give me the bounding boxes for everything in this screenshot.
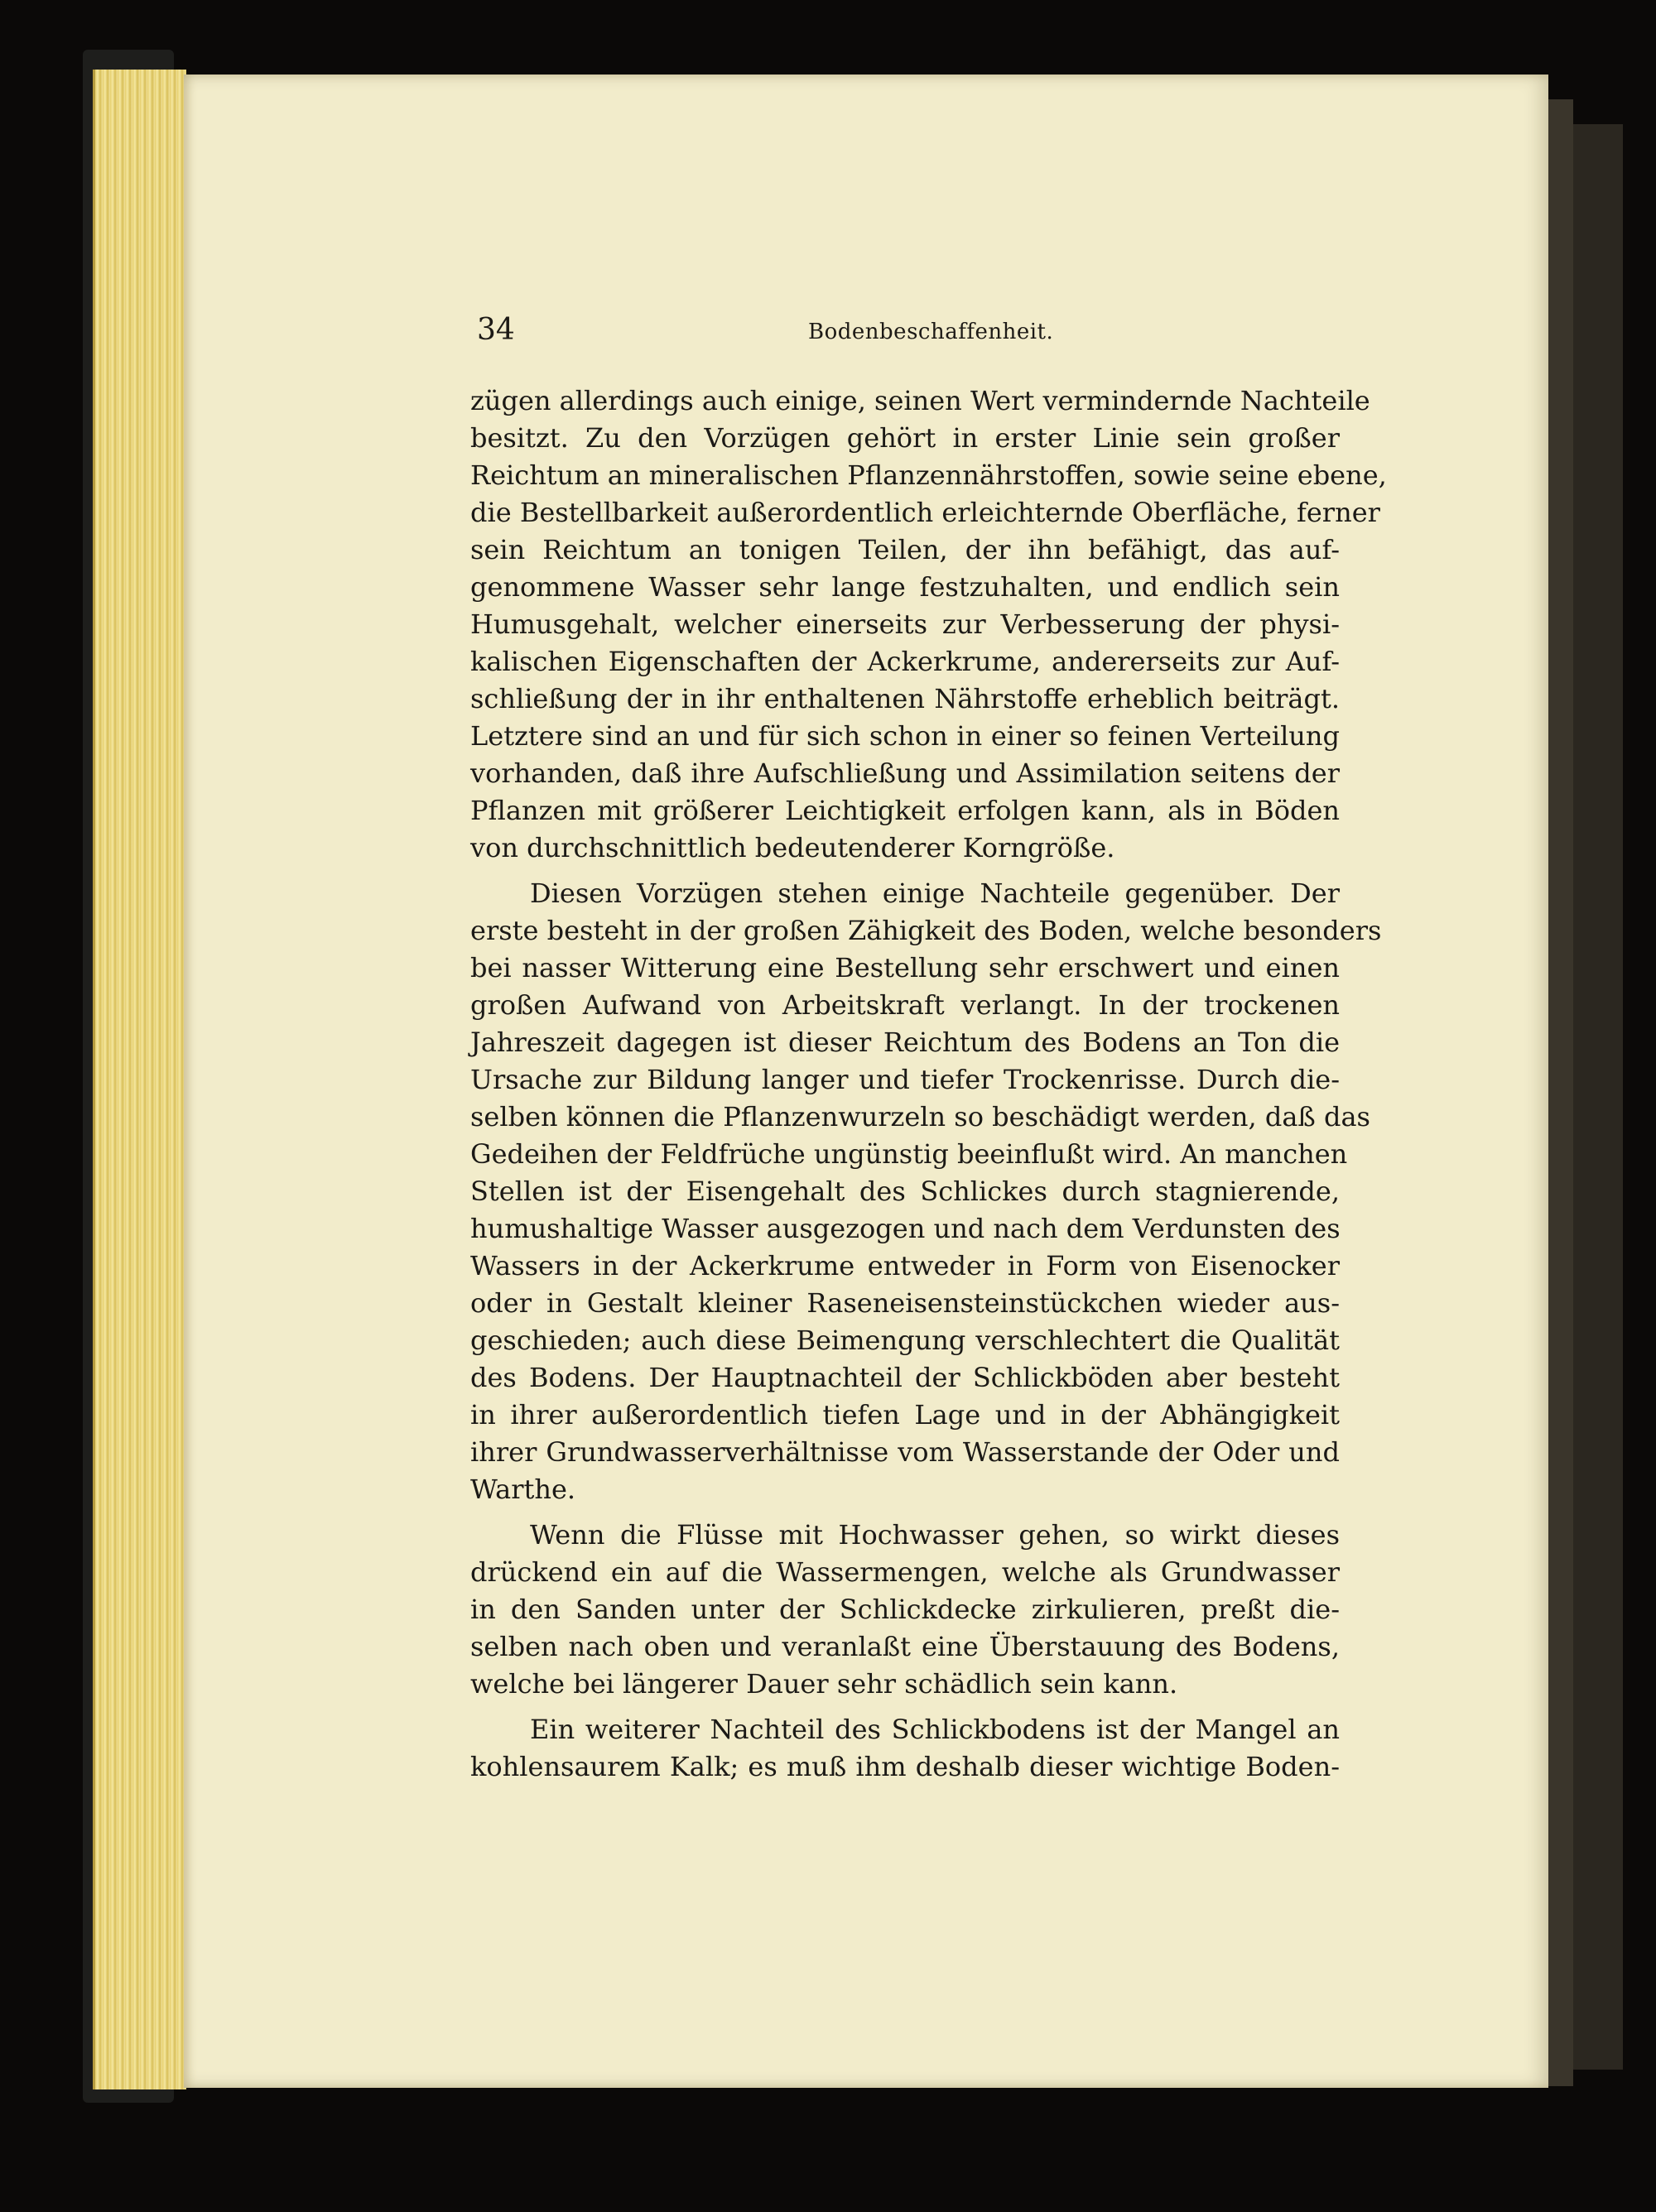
text-line: humushaltige Wasser ausgezogen und nach dem Verdunsten des: [470, 1213, 1341, 1244]
text-line: kohlensaurem Kalk; es muß ihm deshalb dieser wichtige Boden-: [470, 1751, 1340, 1782]
text-line: zügen allerdings auch einige, seinen Wert vermindernde Nachteile: [470, 385, 1370, 416]
text-line: die Bestellbarkeit außerordentlich erleichternde Oberfläche, ferner: [470, 497, 1380, 528]
text-line: erste besteht in der großen Zähigkeit des Boden, welche besonders: [470, 915, 1382, 946]
text-line: oder in Gestalt kleiner Raseneisensteinstückchen wieder aus-: [470, 1287, 1340, 1319]
text-line: Humusgehalt, welcher einerseits zur Verbesserung der physi-: [470, 608, 1340, 640]
text-line: des Bodens. Der Hauptnachteil der Schlickböden aber besteht: [470, 1362, 1340, 1393]
text-line: Ein weiterer Nachteil des Schlickbodens ist der Mangel an: [530, 1714, 1340, 1745]
text-line: besitzt. Zu den Vorzügen gehört in erster Linie sein großer: [470, 422, 1340, 454]
text-line: Gedeihen der Feldfrüche ungünstig beeinflußt wird. An manchen: [470, 1138, 1348, 1170]
text-line: Wassers in der Ackerkrume entweder in Form von Eisenocker: [470, 1250, 1340, 1282]
text-line: selben können die Pflanzenwurzeln so beschädigt werden, daß das: [470, 1101, 1370, 1132]
body-text: [470, 382, 1387, 1786]
text-line: Stellen ist der Eisengehalt des Schlickes durch stagnierende,: [470, 1176, 1340, 1207]
text-line: selben nach oben und veranlaßt eine Überstauung des Bodens,: [470, 1631, 1340, 1662]
text-line: Letztere sind an und für sich schon in einer so feinen Verteilung: [470, 720, 1340, 752]
text-line: in den Sanden unter der Schlickdecke zirkulieren, preßt die-: [470, 1594, 1340, 1625]
text-line: Wenn die Flüsse mit Hochwasser gehen, so wirkt dieses: [530, 1519, 1340, 1551]
text-line: schließung der in ihr enthaltenen Nährstoffe erheblich beiträgt.: [470, 683, 1340, 714]
text-line: Jahreszeit dagegen ist dieser Reichtum des Bodens an Ton die: [470, 1027, 1340, 1058]
paragraph-2: [470, 875, 1382, 1508]
text-line: vorhanden, daß ihre Aufschließung und Assimilation seitens der: [470, 757, 1340, 789]
text-line: geschieden; auch diese Beimengung verschlechtert die Qualität: [470, 1325, 1340, 1356]
text-line: in ihrer außerordentlich tiefen Lage und in der Abhängigkeit: [470, 1399, 1340, 1431]
text-line: Pflanzen mit größerer Leichtigkeit erfolgen kann, als in Böden: [470, 795, 1340, 826]
text-line: sein Reichtum an tonigen Teilen, der ihn befähigt, das auf-: [470, 534, 1340, 565]
paragraph-1: [470, 382, 1387, 867]
text-line: kalischen Eigenschaften der Ackerkrume, andererseits zur Auf-: [470, 646, 1340, 677]
text-line: von durchschnittlich bedeutenderer Korngröße.: [470, 832, 1115, 863]
page-number: 34: [477, 313, 515, 347]
text-line: Warthe.: [470, 1474, 576, 1505]
paragraph-4: [470, 1711, 1340, 1786]
page-edges: [93, 70, 186, 2089]
running-title: Bodenbeschaffenheit.: [808, 320, 1054, 344]
paragraph-3: [470, 1517, 1340, 1703]
text-line: Diesen Vorzügen stehen einige Nachteile gegenüber. Der: [530, 878, 1340, 909]
facing-page-edge: [1573, 124, 1623, 2070]
text-line: genommene Wasser sehr lange festzuhalten, und endlich sein: [470, 571, 1340, 603]
text-line: Reichtum an mineralischen Pflanzennährstoffen, sowie seine ebene,: [470, 459, 1387, 491]
page-header: [470, 313, 1340, 354]
text-line: ihrer Grundwasserverhältnisse vom Wasserstande der Oder und: [470, 1436, 1340, 1468]
text-line: drückend ein auf die Wassermengen, welche als Grundwasser: [470, 1556, 1340, 1588]
text-line: großen Aufwand von Arbeitskraft verlangt. In der trockenen: [470, 989, 1340, 1021]
text-line: welche bei längerer Dauer sehr schädlich sein kann.: [470, 1668, 1178, 1700]
text-line: Ursache zur Bildung langer und tiefer Trockenrisse. Durch die-: [470, 1064, 1340, 1095]
text-line: bei nasser Witterung eine Bestellung sehr erschwert und einen: [470, 952, 1340, 983]
page-gutter: [1548, 99, 1573, 2086]
